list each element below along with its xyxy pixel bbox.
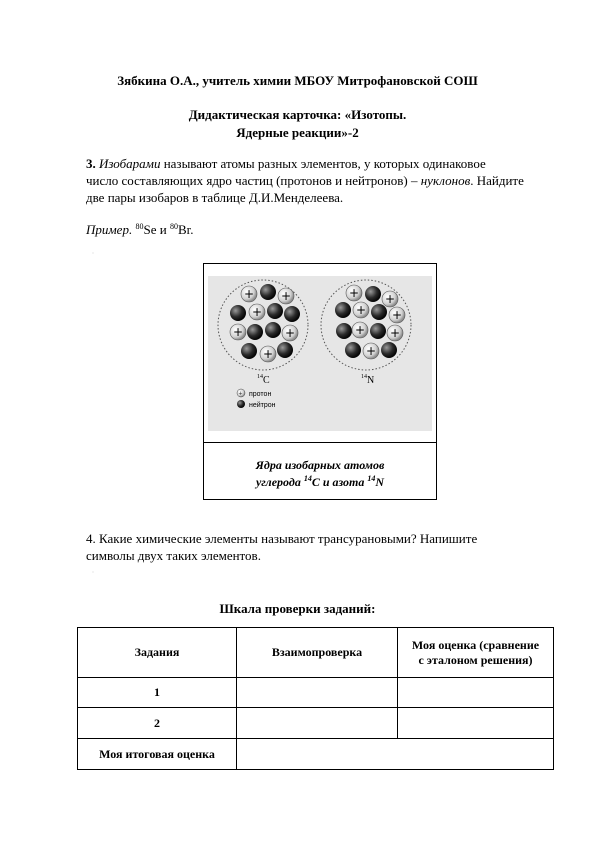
carbon-neutron: [260, 284, 276, 300]
nitrogen-neutron: [345, 342, 361, 358]
task3-line2: число составляющих ядро частиц (протонов и нейтронов) – нуклонов. Найдите: [86, 173, 524, 188]
svg-text:+: +: [238, 389, 243, 398]
isobar-figure: [203, 263, 437, 500]
task3-number: 3.: [86, 156, 96, 171]
carbon-particles: [230, 284, 300, 362]
task4-line2: символы двух таких элементов.: [86, 548, 261, 563]
author-line: Зябкина О.А., учитель химии МБОУ Митрофановской СОШ: [117, 73, 478, 88]
carbon-neutron: [284, 306, 300, 322]
task3-example: Пример. $^{80}$Se и $^{80}$Br.: [86, 222, 194, 237]
answer-mark-1: ˌ: [92, 248, 94, 254]
nitrogen-proton-sign: +: [384, 292, 396, 306]
carbon-neutron: [230, 305, 246, 321]
nitrogen-symbol-label: N: [367, 375, 375, 386]
nuclei-diagram: [208, 276, 432, 431]
self-assessment-cell[interactable]: [398, 678, 554, 708]
figure-caption: Ядра изобарных атомов углерода $^{14}$С и азота $^{14}$N: [255, 458, 385, 489]
table-header-row: [78, 628, 554, 678]
carbon-neutron: [267, 303, 283, 319]
table-final-row: [78, 739, 554, 770]
card-title-line1: Дидактическая карточка: «Изотопы.: [188, 107, 407, 122]
nitrogen-proton-sign: +: [391, 308, 403, 322]
task3-term: Изобарами: [99, 156, 161, 171]
nitrogen-proton-sign: +: [354, 323, 366, 337]
table-row: [78, 708, 554, 739]
card-title-line2: Ядерные реакции»-2: [236, 125, 359, 140]
carbon-proton-sign: +: [284, 326, 296, 340]
peer-review-cell[interactable]: [237, 678, 398, 708]
legend-neutron-label: нейтрон: [249, 402, 276, 409]
example-label: Пример.: [86, 222, 133, 237]
carbon-neutron: [241, 343, 257, 359]
carbon-neutron: [247, 324, 263, 340]
nitrogen-particles: [335, 285, 405, 359]
nitrogen-neutron: [370, 323, 386, 339]
carbon-symbol-label: C: [263, 375, 270, 386]
nitrogen-neutron: [335, 302, 351, 318]
carbon-neutron: [265, 322, 281, 338]
row-task-number: 1: [78, 678, 237, 708]
nitrogen-neutron: [336, 323, 352, 339]
carbon-proton-sign: +: [251, 305, 263, 319]
carbon-proton-sign: +: [232, 325, 244, 339]
carbon-mass-label: 14: [257, 374, 263, 380]
task4-line1: 4. Какие химические элементы называют трансурановыми? Напишите: [86, 531, 478, 546]
scale-title: Шкала проверки заданий:: [219, 601, 376, 616]
final-grade-label: Моя итоговая оценка: [78, 739, 237, 770]
table-row: [78, 678, 554, 708]
row-task-number: 2: [78, 708, 237, 739]
legend-proton-label: протон: [249, 391, 272, 398]
carbon-proton-sign: +: [280, 289, 292, 303]
figure-divider: [204, 442, 436, 443]
nitrogen-proton-sign: +: [365, 344, 377, 358]
carbon-proton-sign: +: [243, 287, 255, 301]
carbon-proton-sign: +: [262, 347, 274, 361]
task3-paragraph: [86, 155, 556, 206]
nitrogen-mass-label: 14: [361, 374, 367, 380]
figure-image-area: [208, 276, 432, 431]
nitrogen-neutron: [381, 342, 397, 358]
nitrogen-neutron: [371, 304, 387, 320]
answer-mark-2: ˌ: [92, 567, 94, 573]
nitrogen-proton-sign: +: [355, 303, 367, 317]
header-self-assessment: Моя оценка (сравнение с эталоном решения): [398, 628, 554, 678]
score-table: [77, 627, 554, 770]
header-peer-review: Взаимопроверка: [237, 628, 398, 678]
nitrogen-neutron: [365, 286, 381, 302]
self-assessment-cell[interactable]: [398, 708, 554, 739]
task4-paragraph: [86, 530, 556, 564]
task3-line3: две пары изобаров в таблице Д.И.Менделеева.: [86, 190, 344, 205]
task3-term2: нуклонов: [420, 173, 471, 188]
nitrogen-proton-sign: +: [389, 326, 401, 340]
carbon-neutron: [277, 342, 293, 358]
final-grade-cell[interactable]: [237, 739, 554, 770]
peer-review-cell[interactable]: [237, 708, 398, 739]
header-tasks: Задания: [78, 628, 237, 678]
nitrogen-proton-sign: +: [348, 286, 360, 300]
task3-line1: 3. Изобарами называют атомы разных элементов, у которых одинаковое: [86, 156, 486, 171]
legend-neutron-icon: [237, 400, 245, 408]
